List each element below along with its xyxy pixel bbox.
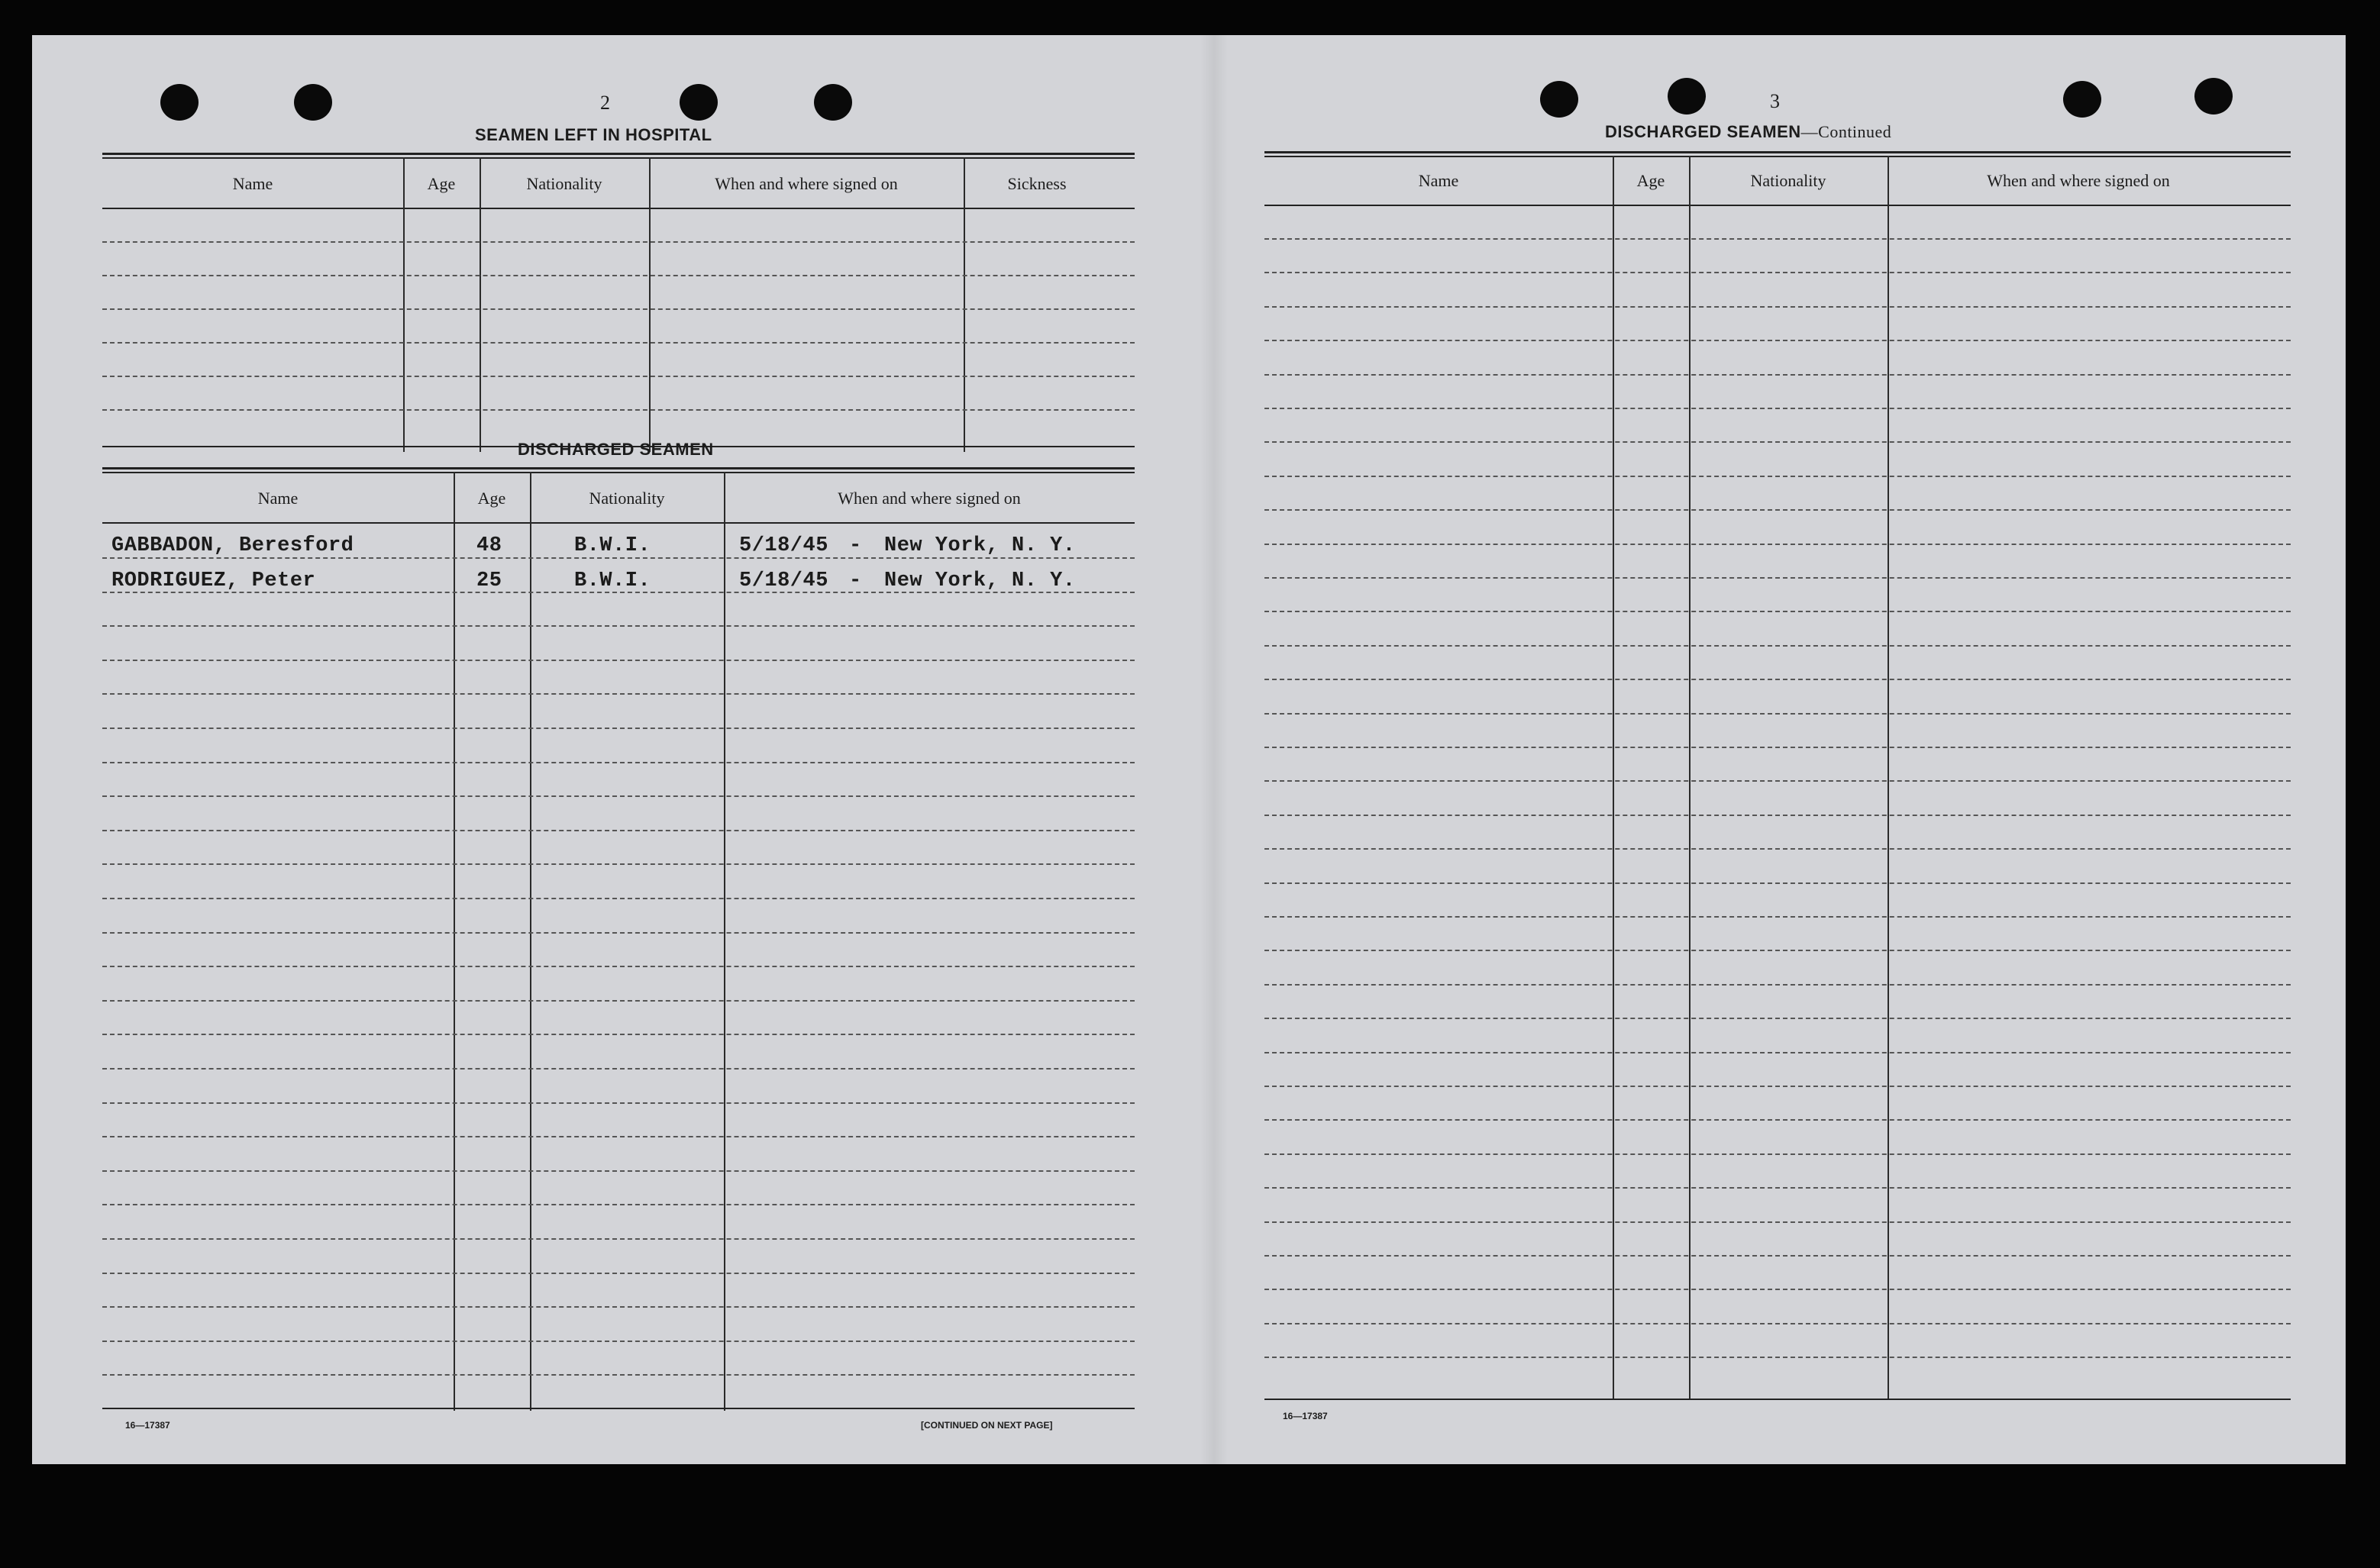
right-col-nationality: Nationality [1750,171,1826,190]
table-row-line [1264,1153,2291,1155]
header-rule [102,208,1135,209]
header-rule [102,522,1135,524]
table-row-line [102,308,1135,310]
table-row-line [1264,544,2291,545]
table-row-line [102,625,1135,627]
table-row-line [1264,645,2291,647]
table-row-line [102,409,1135,411]
signed-on-date: 5/18/45 [739,569,828,592]
table-top-rule [102,467,1135,473]
table-row-line [1264,1086,2291,1087]
seaman-nationality: B.W.I. [574,569,651,592]
table-row-line [102,728,1135,729]
discharged-col-name: Name [257,489,299,508]
table-row-line [1264,374,2291,376]
table-row-line [102,241,1135,243]
table-row-line [1264,272,2291,273]
seaman-name: RODRIGUEZ, Peter [111,569,316,592]
table-row-line [102,762,1135,763]
table-row-line [1264,1052,2291,1053]
right-col-signed-on: When and where signed on [1987,171,2170,190]
table-row-line [1264,916,2291,918]
table-row-line [102,660,1135,661]
punch-hole [160,84,199,121]
table-row-line [102,376,1135,377]
table-top-rule [102,153,1135,159]
signed-on-place: New York, N. Y. [884,534,1076,557]
table-row-line [1264,476,2291,477]
punch-hole [2194,78,2233,115]
table-row-line [1264,441,2291,443]
punch-hole [2063,81,2101,118]
hospital-col-nationality: Nationality [526,174,602,193]
punch-hole [1668,78,1706,115]
right-col-age: Age [1636,171,1665,190]
table-row-line [102,1341,1135,1342]
table-row-line [1264,848,2291,850]
right-page-number: 3 [1770,90,1780,112]
header-rule [1264,205,2291,206]
column-divider [454,472,455,1411]
table-row-line [1264,509,2291,511]
table-row-line [102,1273,1135,1274]
table-top-rule [1264,151,2291,157]
table-row-line [102,932,1135,934]
table-row-line [102,275,1135,276]
column-divider [403,157,405,452]
table-row-line [102,1238,1135,1240]
table-row-line [1264,340,2291,341]
table-row-line [102,342,1135,344]
discharged-col-signed-on: When and where signed on [838,489,1021,508]
right-title-main: DISCHARGED SEAMEN [1605,122,1801,141]
table-row-line [102,795,1135,797]
table-row-line [1264,1289,2291,1290]
table-row-line [1264,1357,2291,1358]
table-row-line [102,898,1135,899]
column-divider [724,472,725,1411]
table-row-line [1264,1119,2291,1121]
table-bottom-rule [102,1408,1135,1409]
column-divider [649,157,651,452]
hospital-col-signed-on: When and where signed on [715,174,898,193]
table-bottom-rule [1264,1399,2291,1400]
hospital-section-title: SEAMEN LEFT IN HOSPITAL [475,125,712,144]
table-row-line [1264,1255,2291,1257]
table-row-line [102,1102,1135,1104]
seaman-nationality: B.W.I. [574,534,651,557]
table-row-line [1264,577,2291,579]
column-divider [1613,156,1614,1400]
table-row-line [102,557,1135,559]
discharged-col-nationality: Nationality [589,489,665,508]
table-row-line [1264,306,2291,308]
page-fold [1200,35,1228,1464]
document-sheet [32,35,2346,1464]
table-row-line [1264,747,2291,748]
table-row-line [102,863,1135,865]
punch-hole [680,84,718,121]
right-form-number: 16—17387 [1283,1411,1328,1421]
table-row-line [1264,408,2291,409]
punch-hole [294,84,332,121]
table-row-line [1264,1187,2291,1189]
right-title-continued: —Continued [1800,122,1892,141]
right-section-title [1605,122,1891,142]
punch-hole [814,84,852,121]
hospital-col-sickness: Sickness [1007,174,1067,193]
column-divider [1689,156,1691,1400]
table-row-line [102,1306,1135,1308]
right-col-name: Name [1418,171,1459,190]
table-row-line [1264,1323,2291,1324]
table-row-line [102,592,1135,593]
table-row-line [1264,780,2291,782]
table-row-line [102,1136,1135,1137]
hospital-col-age: Age [427,174,456,193]
column-divider [1888,156,1889,1400]
table-row-line [1264,950,2291,951]
table-row-line [1264,1221,2291,1223]
seaman-name: GABBADON, Beresford [111,534,354,557]
table-row-line [102,1170,1135,1172]
table-row-line [1264,611,2291,612]
discharged-col-age: Age [477,489,506,508]
table-row-line [1264,984,2291,986]
punch-hole [1540,81,1578,118]
table-row-line [1264,679,2291,680]
left-form-number: 16—17387 [125,1420,170,1431]
table-row-line [102,1000,1135,1002]
table-row-line [102,1204,1135,1205]
seaman-age: 48 [476,534,502,557]
table-row-line [102,1374,1135,1376]
table-row-line [1264,713,2291,715]
table-row-line [102,1068,1135,1070]
column-divider [480,157,481,452]
table-row-line [1264,1018,2291,1019]
seaman-age: 25 [476,569,502,592]
table-row-line [102,1034,1135,1035]
column-divider [530,472,531,1411]
table-row-line [102,830,1135,831]
hospital-col-name: Name [232,174,273,193]
discharged-section-title: DISCHARGED SEAMEN [518,440,714,459]
table-row-line [1264,882,2291,884]
table-row-line [102,966,1135,967]
table-row-line [1264,238,2291,240]
column-divider [964,157,965,452]
continued-note: [CONTINUED ON NEXT PAGE] [921,1420,1053,1431]
signed-on-date: 5/18/45 [739,534,828,557]
signed-on-place: New York, N. Y. [884,569,1076,592]
signed-on-separator: - [849,569,862,592]
signed-on-separator: - [849,534,862,557]
table-row-line [1264,815,2291,816]
table-row-line [102,693,1135,695]
left-page-number: 2 [600,92,610,114]
